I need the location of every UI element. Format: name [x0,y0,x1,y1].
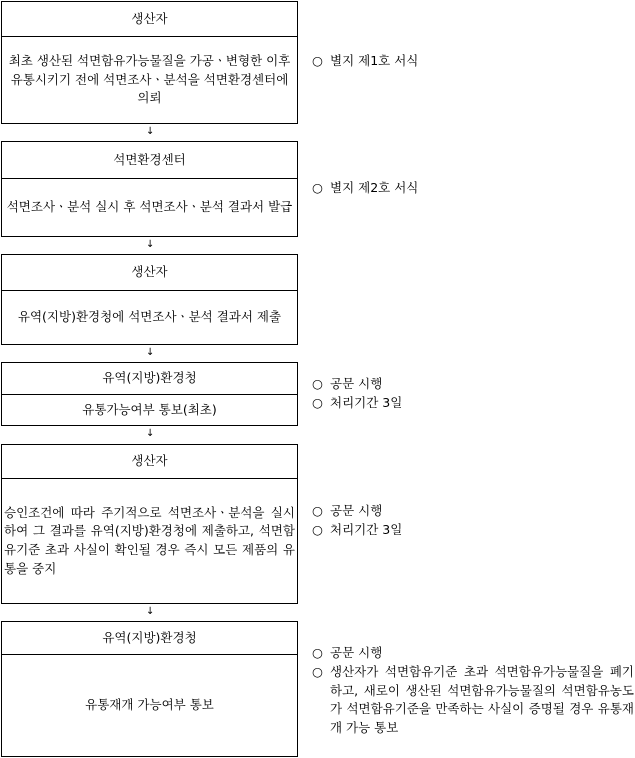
note-item [312,179,634,198]
step-5-body [2,479,297,603]
note-item [312,644,634,663]
circle-bullet-icon: ○ [312,180,323,195]
note-item [312,502,634,521]
flow-arrow-5: ↓ [146,606,155,617]
step-1-box [1,1,298,124]
note-text: 처리기간 3일 [330,394,403,410]
note-item [312,52,634,71]
flow-arrow-4: ↓ [146,428,155,439]
step-4-body-text: 유통가능여부 통보(최초) [82,401,217,417]
note-text: 공문 시행 [330,376,383,391]
circle-bullet-icon: ○ [312,376,323,391]
step-6-box [1,621,298,757]
note-text: 처리기간 3일 [330,521,403,537]
note-text: 생산자가 석면함유기준 초과 석면함유가능물질을 폐기하고, 새로이 생산된 석면함유가능물질의 석면함유농도가 석면함유기준을 만족하는 사실이 증명될 경우 유통재개 가능 통보 [330,663,634,735]
note-item [312,663,634,738]
step-2-body [2,179,297,236]
note-text: 별지 제2호 서식 [330,180,419,195]
flow-arrow-2: ↓ [146,239,155,250]
step-1-title: 생산자 [2,2,297,37]
step-2-notes [312,179,634,198]
step-1-body-text: 최초 생산된 석면함유가능물질을 가공ㆍ변형한 이후 유통시키기 전에 석면조사ㆍ분석을 석면환경센터에 의뢰 [8,52,291,106]
flow-arrow-1: ↓ [146,126,155,137]
circle-bullet-icon: ○ [312,521,323,537]
step-3-body-text: 유역(지방)환경청에 석면조사ㆍ분석 결과서 제출 [17,309,282,325]
step-3-body [2,291,297,344]
step-5-title: 생산자 [2,445,297,479]
step-6-body-text: 유통재개 가능여부 통보 [85,697,214,713]
note-text: 별지 제1호 서식 [330,53,419,68]
step-4-title: 유역(지방)환경청 [2,363,297,395]
flow-arrow-3: ↓ [146,347,155,358]
circle-bullet-icon: ○ [312,394,323,410]
step-2-box [1,141,298,237]
step-2-title: 석면환경센터 [2,142,297,179]
step-4-notes [312,375,634,413]
step-5-box [1,444,298,604]
step-4-body [2,395,297,425]
step-6-body [2,655,297,756]
step-1-body [2,37,297,123]
step-5-body-text: 승인조건에 따라 주기적으로 석면조사ㆍ분석을 실시하여 그 결과를 유역(지방)환경청에 제출하고, 석면함유기준 초과 사실이 확인될 경우 즉시 모든 제품의 유통을 중지 [4,504,295,576]
step-3-box [1,254,298,345]
circle-bullet-icon: ○ [312,663,323,679]
circle-bullet-icon: ○ [312,503,323,518]
circle-bullet-icon: ○ [312,53,323,68]
note-item [312,394,634,413]
note-text: 공문 시행 [330,503,383,518]
step-4-box [1,362,298,426]
step-1-notes [312,52,634,71]
circle-bullet-icon: ○ [312,645,323,660]
step-5-notes [312,502,634,540]
note-text: 공문 시행 [330,645,383,660]
step-2-body-text: 석면조사ㆍ분석 실시 후 석면조사ㆍ분석 결과서 발급 [6,199,293,215]
step-3-title: 생산자 [2,255,297,291]
note-item [312,521,634,540]
step-6-notes [312,644,634,738]
note-item [312,375,634,394]
step-6-title: 유역(지방)환경청 [2,622,297,655]
